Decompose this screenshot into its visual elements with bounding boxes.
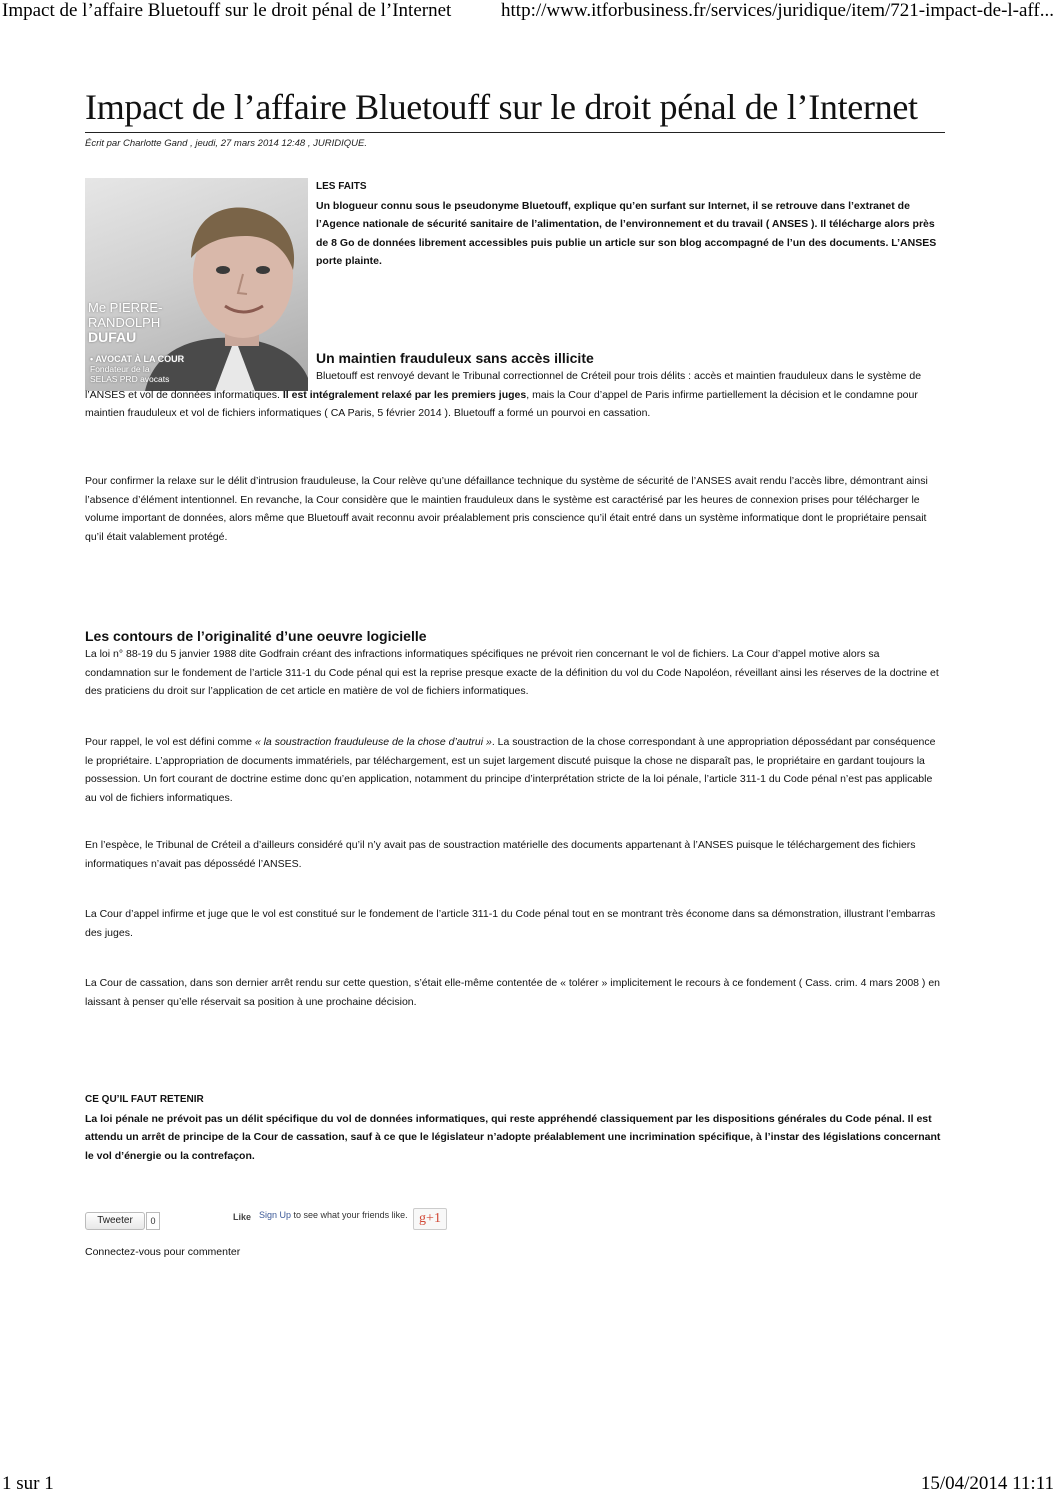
text-span: Bluetouff est renvoyé devant le Tribunal correctionnel de Créteil pour trois délits : accès et maintien frauduleux dans le système de l’ANSES et vol de données informatiques. xyxy=(85,370,922,401)
print-header-url: http://www.itforbusiness.fr/services/juridique/item/721-impact-de-l-aff... xyxy=(501,0,1054,21)
signup-link[interactable]: Sign Up xyxy=(259,1210,292,1220)
paragraph xyxy=(85,367,945,423)
section-heading: Un maintien frauduleux sans accès illicite xyxy=(316,350,594,366)
tweet-count: 0 xyxy=(146,1212,160,1230)
photo-role-line: Fondateur de la xyxy=(90,364,150,374)
photo-name-line: DUFAU xyxy=(88,329,137,345)
print-footer-date: 15/04/2014 11:11 xyxy=(920,1473,1054,1494)
section-retenir xyxy=(85,1091,945,1165)
section-heading: LES FAITS xyxy=(316,181,367,192)
paragraph: La loi pénale ne prévoit pas un délit spécifique du vol de données informatiques, qui reste appréhendé classiquement par les dispositions générales du Code pénal. Il est attendu un arrêt de principe de la Cour de cassation, sauf à ce que le législateur n’adopte préalablement une incrimination spécifique, à l’instar des législations concernant le vol d’énergie ou la contrefaçon. xyxy=(85,1112,941,1162)
print-footer-page: 1 sur 1 xyxy=(2,1473,54,1494)
title-divider xyxy=(85,132,945,133)
page-title: Impact de l’affaire Bluetouff sur le droit pénal de l’Internet xyxy=(85,87,918,127)
article-byline: Écrit par Charlotte Gand , jeudi, 27 mars 2014 12:48 , JURIDIQUE. xyxy=(85,138,367,149)
text-span: . La soustraction de la chose correspondant à une appropriation dépossédant par conséquence le propriétaire. L’appropriation de documents immatériels, par téléchargement, est un sujet largement discuté puisque la chose ne disparaît pas, le propriétaire en gardant toujours la possession. Un fort courant de doctrine estime donc qu’en application, notamment du principe d’interprétation stricte de la loi pénale, l’article 311-1 du Code pénal n’est pas applicable au vol de fichiers informatiques. xyxy=(85,736,936,804)
print-header-title: Impact de l’affaire Bluetouff sur le droit pénal de l’Internet xyxy=(2,0,452,21)
paragraph: En l’espèce, le Tribunal de Créteil a d’ailleurs considéré qu’il n’y avait pas de soustraction matérielle des documents appartenant à l’ANSES puisque le téléchargement des fichiers informatiques n’avait pas dépossédé l’ANSES. xyxy=(85,839,916,870)
quote-span: « la soustraction frauduleuse de la chose d’autrui » xyxy=(254,736,492,748)
photo-role-line: • AVOCAT À LA COUR xyxy=(90,354,185,364)
section-faits xyxy=(316,178,941,271)
like-button[interactable]: Like xyxy=(233,1212,252,1222)
section-heading: Les contours de l’originalité d’une oeuvre logicielle xyxy=(85,628,427,644)
paragraph: Pour confirmer la relaxe sur le délit d’intrusion frauduleuse, la Cour relève qu’une défaillance technique du système de sécurité de l’ANSES avait rendu l’accès libre, démontrant ainsi l’absence d’élément intentionnel. En revanche, la Cour considère que le maintien frauduleux dans le système est caractérisé par les heures de connexion prises pour télécharger le volume important de données, alors même que Bluetouff avait reconnu avoir préalablement pris conscience qu’il était entré dans un système informatique dont le propriétaire pensait qu’il était valablement protégé. xyxy=(85,475,928,543)
paragraph-appel xyxy=(85,905,945,942)
tweet-button[interactable]: Tweeter xyxy=(85,1212,145,1230)
photo-role-line: SELAS PRD avocats xyxy=(90,374,170,384)
section-contours xyxy=(85,628,945,701)
comment-login-link[interactable]: Connectez-vous pour commenter xyxy=(85,1246,241,1258)
google-plus-button[interactable]: g+1 xyxy=(413,1208,447,1230)
like-description: to see what your friends like. xyxy=(291,1210,408,1220)
photo-name-line: RANDOLPH xyxy=(88,315,161,330)
photo-caption-name xyxy=(88,300,178,345)
text-span: , mais la Cour d’appel de Paris infirme partiellement la décision et le condamne pour maintien frauduleux et vol de fichiers informatiques ( CA Paris, 5 février 2014 ). Bluetouff a formé un pourvoi en cassation. xyxy=(85,388,918,419)
paragraph: La Cour d’appel infirme et juge que le vol est constitué sur le fondement de l’article 311-1 du Code pénal tout en se montrant très économe dans sa démonstration, illustrant l’embarras des juges. xyxy=(85,908,936,939)
paragraph: La loi n° 88-19 du 5 janvier 1988 dite Godfrain créant des infractions informatiques spécifiques ne prévoit rien concernant le vol de fichiers. La Cour d’appel motive alors sa condamnation sur le fondement de l’article 311-1 du Code pénal qui est la reprise presque exacte de la définition du vol du Code Napoléon, réveillant ainsi les réserves de la doctrine et des praticiens du droit sur l’application de cet article en matière de vol de fichiers informatiques. xyxy=(85,648,939,697)
social-bar xyxy=(85,1210,485,1232)
photo-name-line: Me PIERRE- xyxy=(88,300,163,315)
section-maintien xyxy=(85,350,945,423)
text-span-bold: Il est intégralement relaxé par les premiers juges xyxy=(279,388,527,401)
paragraph: La Cour de cassation, dans son dernier arrêt rendu sur cette question, s’était elle-même contentée de « tolérer » implicitement le recours à ce fondement ( Cass. crim. 4 mars 2008 ) en laissant à penser qu’elle réservait sa position à une prochaine décision. xyxy=(85,977,941,1008)
text-span: Pour rappel, le vol est défini comme xyxy=(85,736,255,748)
paragraph xyxy=(85,733,945,807)
like-text xyxy=(259,1210,409,1220)
paragraph-relaxe xyxy=(85,472,945,546)
paragraph: Un blogueur connu sous le pseudonyme Bluetouff, explique qu’en surfant sur Internet, il se retrouve dans l’extranet de l’Agence nationale de sécurité sanitaire de l’alimentation, de l’environnement et du travail ( ANSES ). Il télécharge alors près de 8 Go de données librement accessibles puis publie un article sur son blog accompagné de l’un des documents. L’ANSES porte plainte. xyxy=(316,199,937,267)
section-heading: CE QU’IL FAUT RETENIR xyxy=(85,1094,204,1105)
paragraph-espece xyxy=(85,836,945,873)
paragraph-cassation xyxy=(85,974,945,1011)
paragraph-rappel xyxy=(85,733,945,807)
